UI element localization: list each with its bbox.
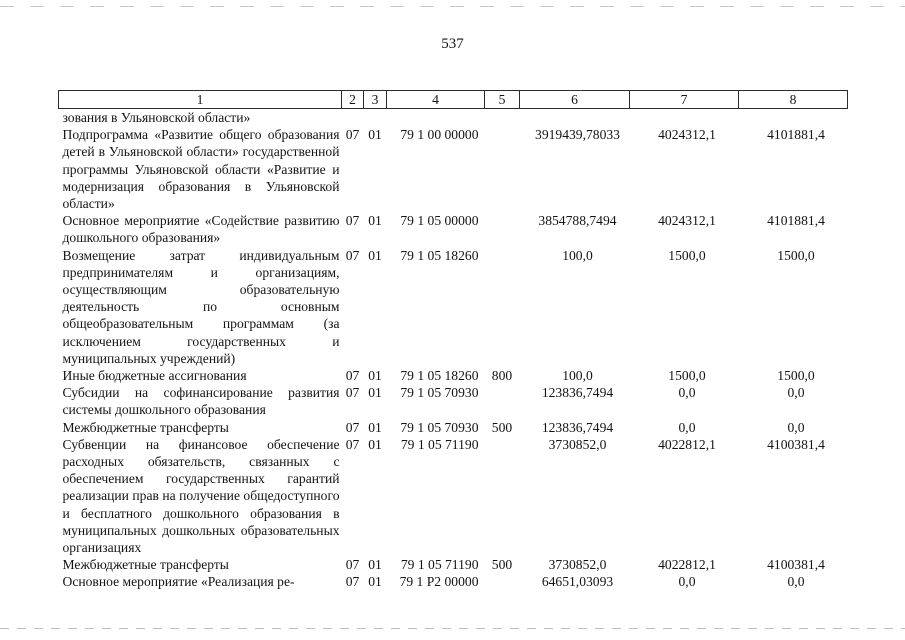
row-amount-6: 123836,7494 <box>541 385 614 401</box>
row-name: Возмещение затрат индивидуальным предпринимателям и организациям, осуществляющим образовательную деятельность по основным общеобразовательным программам (за исключением государственных и муниципальных учреждений) <box>62 247 340 366</box>
row-expense-type <box>485 212 520 246</box>
row-amount-6: 64651,03093 <box>541 574 614 590</box>
row-amount-8: 1500,0 <box>777 368 815 384</box>
row-subsection: 01 <box>368 213 382 229</box>
budget-table <box>58 90 848 591</box>
row-section: 07 <box>345 368 360 384</box>
row-section: 07 <box>345 419 360 435</box>
row-target-code: 79 1 05 00000 <box>400 213 479 229</box>
table-row <box>59 384 848 418</box>
row-expense-type <box>485 436 520 556</box>
row-target-code: 79 1 05 71190 <box>400 557 479 573</box>
row-name: Межбюджетные трансферты <box>62 419 229 435</box>
row-amount-6: 100,0 <box>562 368 593 384</box>
row-amount-6: 3730852,0 <box>548 436 607 452</box>
row-subsection: 01 <box>368 127 382 143</box>
row-expense-type: 800 <box>491 368 513 384</box>
row-amount-6 <box>520 109 630 127</box>
header-col-2: 2 <box>342 91 364 109</box>
page-number: 537 <box>441 36 464 52</box>
row-amount-7: 0,0 <box>678 419 696 435</box>
table-row <box>59 212 848 246</box>
table-row <box>59 436 848 556</box>
row-name: Подпрограмма «Развитие общего образования детей в Ульяновской области» государственной программы Ульяновской области «Развитие и модернизация образования в Ульяновской области» <box>62 127 340 212</box>
table-row <box>59 367 848 384</box>
header-col-5: 5 <box>485 91 520 109</box>
row-target-code: 79 1 05 18260 <box>400 368 479 384</box>
table-row <box>59 419 848 436</box>
row-amount-7: 4022812,1 <box>658 436 716 452</box>
row-expense-type <box>485 126 520 212</box>
row-amount-7: 4024312,1 <box>658 127 716 143</box>
row-amount-8 <box>739 109 848 127</box>
table-row <box>59 573 848 590</box>
table-row <box>59 109 848 127</box>
row-target-code: 79 1 P2 00000 <box>399 574 479 590</box>
row-amount-6: 3730852,0 <box>548 557 607 573</box>
header-col-7: 7 <box>630 91 739 109</box>
table-row <box>59 247 848 367</box>
row-section: 07 <box>345 385 360 401</box>
row-expense-type <box>485 247 520 367</box>
row-amount-8: 0,0 <box>787 419 805 435</box>
row-amount-7: 4024312,1 <box>658 213 716 229</box>
row-section: 07 <box>345 574 360 590</box>
row-amount-8: 0,0 <box>787 385 805 401</box>
row-target-code: 79 1 00 00000 <box>400 127 479 143</box>
row-name: Иные бюджетные ассигнования <box>62 368 247 384</box>
row-subsection: 01 <box>368 436 382 452</box>
table-row <box>59 126 848 212</box>
row-subsection: 01 <box>368 557 382 573</box>
row-subsection <box>364 109 387 127</box>
row-expense-type <box>485 109 520 127</box>
row-target-code: 79 1 05 18260 <box>400 247 479 263</box>
row-amount-6: 123836,7494 <box>541 419 614 435</box>
row-amount-7: 4022812,1 <box>658 557 716 573</box>
row-subsection: 01 <box>368 368 382 384</box>
row-amount-7: 0,0 <box>678 385 696 401</box>
row-amount-7: 0,0 <box>678 574 696 590</box>
row-amount-8: 4100381,4 <box>767 436 825 452</box>
row-amount-7: 1500,0 <box>668 247 706 263</box>
row-expense-type: 500 <box>491 419 513 435</box>
scan-edge-bottom <box>0 628 905 629</box>
header-row <box>59 91 848 109</box>
row-section: 07 <box>345 127 360 143</box>
row-subsection: 01 <box>368 385 382 401</box>
header-col-8: 8 <box>739 91 848 109</box>
row-section: 07 <box>345 247 360 263</box>
row-expense-type <box>485 384 520 418</box>
table-row <box>59 556 848 573</box>
header-col-3: 3 <box>364 91 387 109</box>
row-name: Межбюджетные трансферты <box>62 557 229 573</box>
row-target-code: 79 1 05 70930 <box>400 385 479 401</box>
row-amount-6: 100,0 <box>562 247 593 263</box>
row-amount-8: 4100381,4 <box>767 557 825 573</box>
row-amount-7: 1500,0 <box>668 368 706 384</box>
row-section: 07 <box>345 557 360 573</box>
row-target-code: 79 1 05 70930 <box>400 419 479 435</box>
header-col-6: 6 <box>520 91 630 109</box>
row-target-code <box>387 109 485 127</box>
row-section <box>342 109 364 127</box>
row-section: 07 <box>345 213 360 229</box>
row-expense-type: 500 <box>491 557 513 573</box>
row-section: 07 <box>345 436 360 452</box>
row-target-code: 79 1 05 71190 <box>400 436 479 452</box>
row-name: зования в Ульяновской области» <box>62 110 251 125</box>
row-expense-type <box>485 573 520 590</box>
row-name: Основное мероприятие «Содействие развитию дошкольного образования» <box>62 213 340 246</box>
header-col-1: 1 <box>59 91 342 109</box>
row-name: Основное мероприятие «Реализация ре- <box>62 574 295 590</box>
scan-edge-top <box>0 6 905 7</box>
row-amount-7 <box>630 109 739 127</box>
row-amount-6: 3919439,78033 <box>535 127 620 143</box>
row-amount-8: 4101881,4 <box>767 213 825 229</box>
row-subsection: 01 <box>368 247 382 263</box>
row-amount-8: 1500,0 <box>777 247 815 263</box>
row-name: Субвенции на финансовое обеспечение расходных обязательств, связанных с обеспечением государственных гарантий реализации прав на получение общедоступного и бесплатного дошкольного образования в муниципальных дошкольных образовательных организациях <box>62 436 340 556</box>
row-amount-6: 3854788,7494 <box>538 213 617 229</box>
row-name: Субсидии на софинансирование развития системы дошкольного образования <box>62 385 340 418</box>
row-amount-8: 4101881,4 <box>767 127 825 143</box>
row-subsection: 01 <box>368 419 382 435</box>
header-col-4: 4 <box>387 91 485 109</box>
row-amount-8: 0,0 <box>787 574 805 590</box>
row-subsection: 01 <box>368 574 382 590</box>
